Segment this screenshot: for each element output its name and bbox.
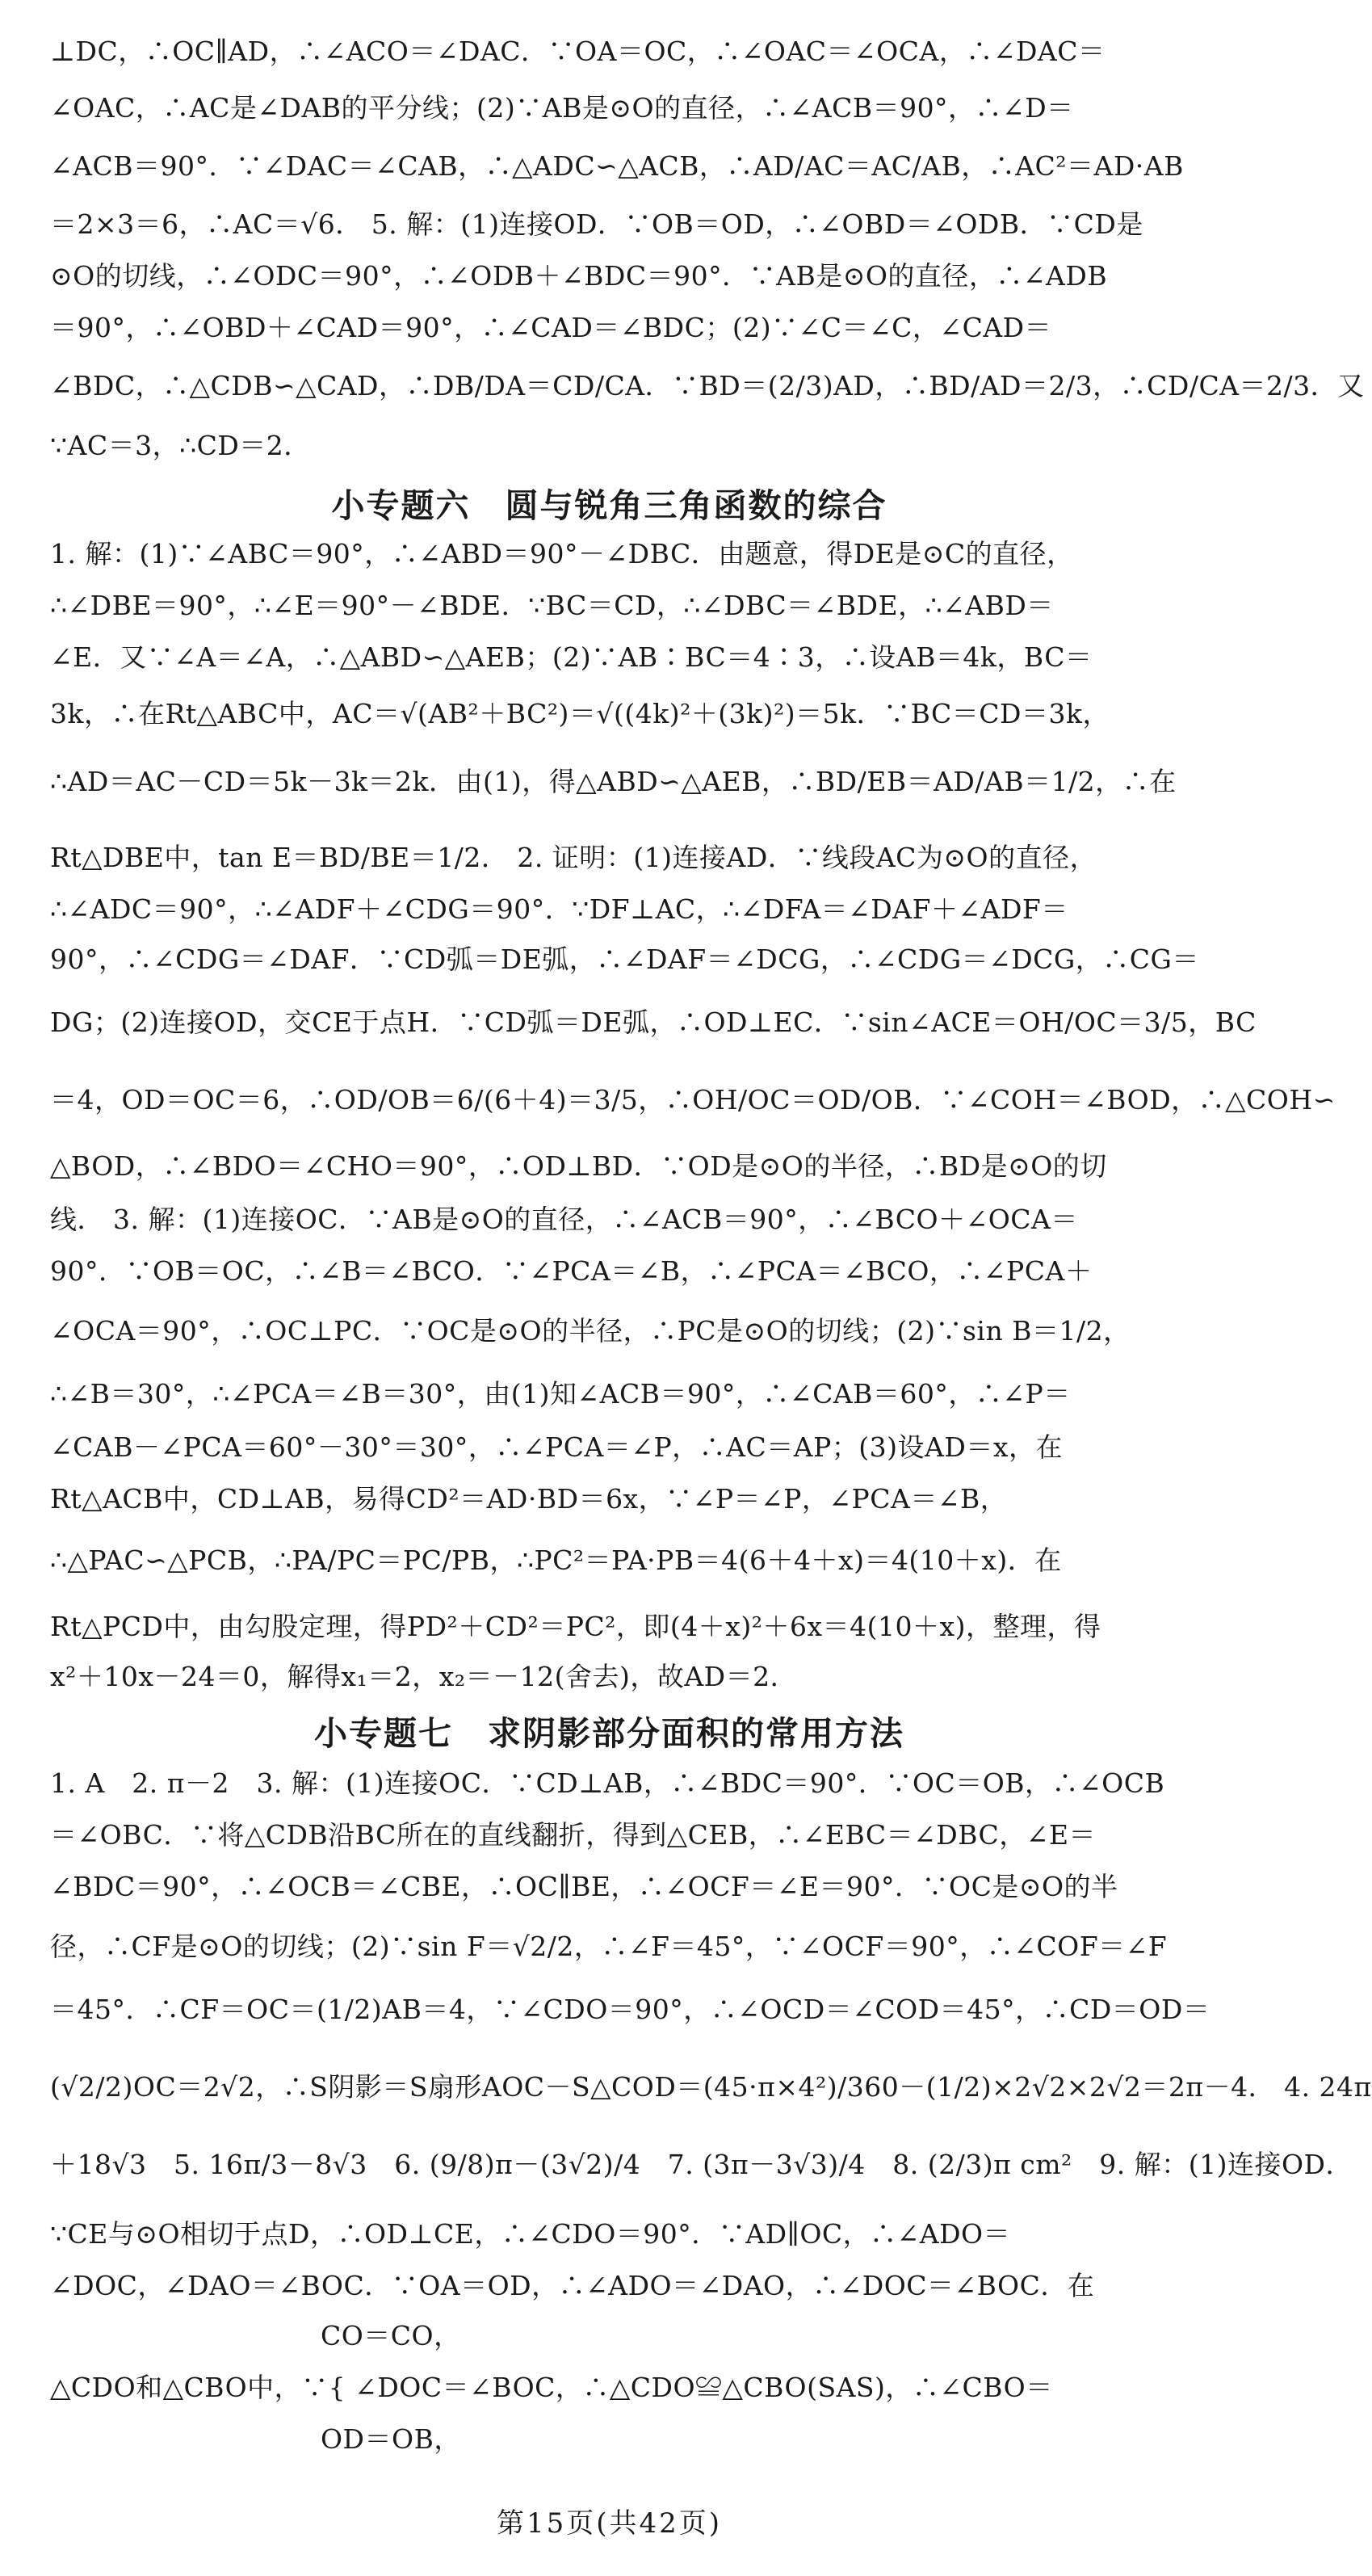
text-line: ∠ACB＝90°．∵∠DAC＝∠CAB，∴△ADC∽△ACB，∴AD/AC＝AC/AB，∴AC²＝AD·AB bbox=[50, 150, 1184, 182]
text-line: ＋18√3 5. 16π/3－8√3 6. (9/8)π－(3√2)/4 7. (3π－3√3)/4 8. (2/3)π cm² 9. 解：(1)连接OD． bbox=[50, 2149, 1353, 2180]
text-line: OD＝OB， bbox=[50, 2423, 461, 2455]
text-line: ⊥DC，∴OC∥AD，∴∠ACO＝∠DAC．∵OA＝OC，∴∠OAC＝∠OCA，∴∠DAC＝ bbox=[50, 36, 1106, 67]
text-line: ∵CE与⊙O相切于点D，∴OD⊥CE，∴∠CDO＝90°．∵AD∥OC，∴∠ADO＝ bbox=[50, 2218, 1011, 2250]
text-line: ∴∠ADC＝90°，∴∠ADF＋∠CDG＝90°．∵DF⊥AC，∴∠DFA＝∠DAF＋∠ADF＝ bbox=[50, 893, 1068, 925]
text-line: 3k，∴在Rt△ABC中，AC＝√(AB²＋BC²)＝√((4k)²＋(3k)²)＝5k．∵BC＝CD＝3k， bbox=[50, 698, 1110, 729]
section-title-seven: 小专题七 求阴影部分面积的常用方法 bbox=[314, 1714, 904, 1753]
text-line: ∠CAB－∠PCA＝60°－30°＝30°，∴∠PCA＝∠P，∴AC＝AP；(3)设AD＝x，在 bbox=[50, 1431, 1063, 1463]
text-line: 1. A 2. π－2 3. 解：(1)连接OC．∵CD⊥AB，∴∠BDC＝90°．∵OC＝OB，∴∠OCB bbox=[50, 1767, 1165, 1799]
text-line: ∴△PAC∽△PCB，∴PA/PC＝PC/PB，∴PC²＝PA·PB＝4(6＋4＋x)＝4(10＋x)．在 bbox=[50, 1544, 1062, 1576]
text-line: ∠BDC＝90°，∴∠OCB＝∠CBE，∴OC∥BE，∴∠OCF＝∠E＝90°．∵OC是⊙O的半 bbox=[50, 1871, 1118, 1902]
section-title-six: 小专题六 圆与锐角三角函数的综合 bbox=[331, 486, 887, 525]
text-line: 90°，∴∠CDG＝∠DAF．∵CD弧＝DE弧，∴∠DAF＝∠DCG，∴∠CDG＝∠DCG，∴CG＝ bbox=[50, 943, 1199, 975]
text-line: 90°．∵OB＝OC，∴∠B＝∠BCO．∵∠PCA＝∠B，∴∠PCA＝∠BCO，∴∠PCA＋ bbox=[50, 1255, 1093, 1287]
text-line: ＝90°，∴∠OBD＋∠CAD＝90°，∴∠CAD＝∠BDC；(2)∵∠C＝∠C，∠CAD＝ bbox=[50, 312, 1052, 343]
text-line: ＝4，OD＝OC＝6，∴OD/OB＝6/(6＋4)＝3/5，∴OH/OC＝OD/OB．∵∠COH＝∠BOD，∴△COH∽ bbox=[50, 1084, 1336, 1116]
text-line: ＝2×3＝6，∴AC＝√6． 5. 解：(1)连接OD．∵OB＝OD，∴∠OBD＝∠ODB．∵CD是 bbox=[50, 208, 1143, 240]
text-line: (√2/2)OC＝2√2，∴S阴影＝S扇形AOC－S△COD＝(45·π×4²)/360－(1/2)×2√2×2√2＝2π－4． 4. 24π bbox=[50, 2071, 1372, 2103]
text-line: ∴∠B＝30°，∴∠PCA＝∠B＝30°，由(1)知∠ACB＝90°，∴∠CAB＝60°，∴∠P＝ bbox=[50, 1378, 1071, 1410]
text-line: Rt△ACB中，CD⊥AB，易得CD²＝AD·BD＝6x，∵∠P＝∠P，∠PCA＝∠B， bbox=[50, 1483, 1008, 1515]
text-line: ∴∠DBE＝90°，∴∠E＝90°－∠BDE．∵BC＝CD，∴∠DBC＝∠BDE，∴∠ABD＝ bbox=[50, 590, 1054, 621]
text-line: 径，∴CF是⊙O的切线；(2)∵sin F＝√2/2，∴∠F＝45°，∵∠OCF＝90°，∴∠COF＝∠F bbox=[50, 1931, 1168, 1962]
text-line: ∠OCA＝90°，∴OC⊥PC．∵OC是⊙O的半径，∴PC是⊙O的切线；(2)∵sin B＝1/2， bbox=[50, 1315, 1131, 1347]
text-line: ∠OAC，∴AC是∠DAB的平分线；(2)∵AB是⊙O的直径，∴∠ACB＝90°，∴∠D＝ bbox=[50, 92, 1074, 124]
text-line: △CDO和△CBO中，∵{ ∠DOC＝∠BOC，∴△CDO≌△CBO(SAS)，∴∠CBO＝ bbox=[50, 2372, 1053, 2403]
text-line: 1. 解：(1)∵∠ABC＝90°，∴∠ABD＝90°－∠DBC．由题意，得DE是⊙C的直径， bbox=[50, 538, 1074, 569]
text-line: Rt△DBE中，tan E＝BD/BE＝1/2． 2. 证明：(1)连接AD．∵线段AC为⊙O的直径， bbox=[50, 842, 1097, 873]
text-line: ∠E．又∵∠A＝∠A，∴△ABD∽△AEB；(2)∵AB∶BC＝4∶3，∴设AB＝4k，BC＝ bbox=[50, 641, 1093, 673]
text-line: ∵AC＝3，∴CD＝2． bbox=[50, 430, 311, 461]
text-line: ∠BDC，∴△CDB∽△CAD，∴DB/DA＝CD/CA．∵BD＝(2/3)AD，∴BD/AD＝2/3，∴CD/CA＝2/3．又 bbox=[50, 370, 1365, 401]
text-line: △BOD，∴∠BDO＝∠CHO＝90°，∴OD⊥BD．∵OD是⊙O的半径，∴BD是⊙O的切 bbox=[50, 1150, 1107, 1182]
text-line: ∴AD＝AC－CD＝5k－3k＝2k．由(1)，得△ABD∽△AEB，∴BD/EB＝AD/AB＝1/2，∴在 bbox=[50, 766, 1177, 797]
text-line: CO＝CO， bbox=[50, 2320, 461, 2351]
text-line: ＝45°．∴CF＝OC＝(1/2)AB＝4，∵∠CDO＝90°，∴∠OCD＝∠COD＝45°，∴CD＝OD＝ bbox=[50, 1994, 1210, 2025]
text-line: DG；(2)连接OD，交CE于点H．∵CD弧＝DE弧，∴OD⊥EC．∵sin∠ACE＝OH/OC＝3/5，BC bbox=[50, 1006, 1257, 1038]
text-line: ∠DOC，∠DAO＝∠BOC．∵OA＝OD，∴∠ADO＝∠DAO，∴∠DOC＝∠BOC．在 bbox=[50, 2270, 1095, 2301]
text-line: Rt△PCD中，由勾股定理，得PD²＋CD²＝PC²，即(4＋x)²＋6x＝4(10＋x)，整理，得 bbox=[50, 1611, 1101, 1642]
text-line: x²＋10x－24＝0，解得x₁＝2，x₂＝－12(舍去)，故AD＝2． bbox=[50, 1661, 798, 1692]
text-line: ⊙O的切线，∴∠ODC＝90°，∴∠ODB＋∠BDC＝90°．∵AB是⊙O的直径，∴∠ADB bbox=[50, 260, 1108, 292]
text-line: ＝∠OBC．∵将△CDB沿BC所在的直线翻折，得到△CEB，∴∠EBC＝∠DBC，∠E＝ bbox=[50, 1819, 1097, 1851]
text-line: 线． 3. 解：(1)连接OC．∵AB是⊙O的直径，∴∠ACB＝90°，∴∠BCO＋∠OCA＝ bbox=[50, 1204, 1078, 1235]
page-number: 第15页(共42页) bbox=[496, 2507, 723, 2540]
